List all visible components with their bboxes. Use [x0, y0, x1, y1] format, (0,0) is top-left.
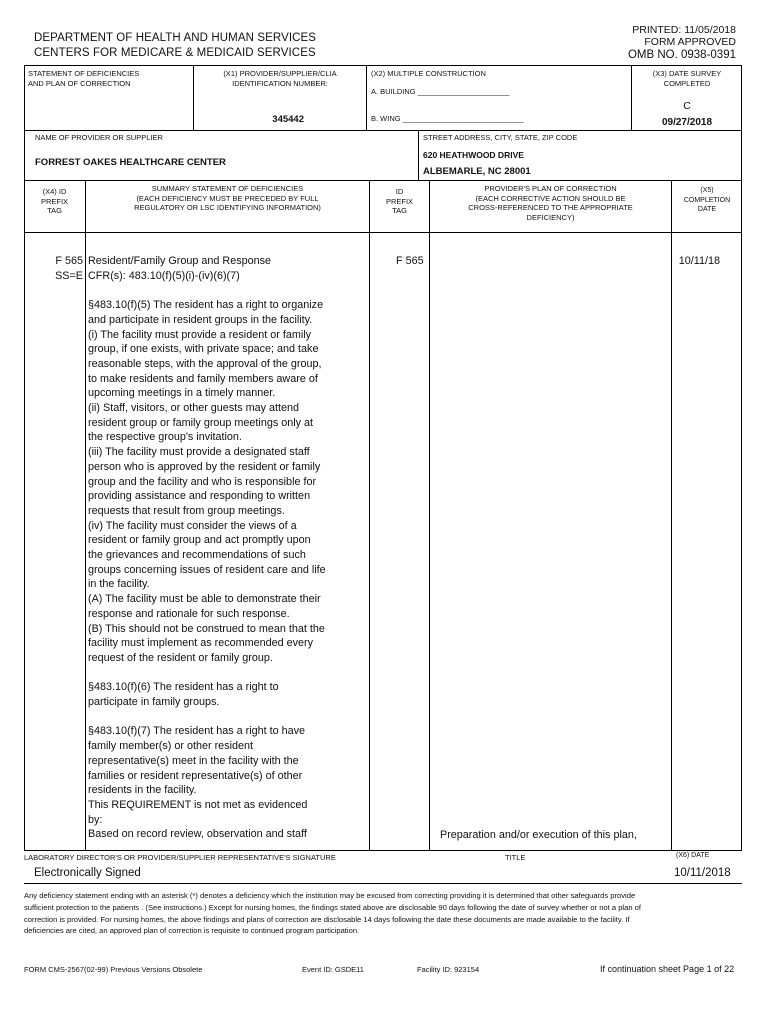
divider: [429, 180, 430, 850]
provider-id-number: 345442: [272, 114, 304, 125]
event-id: Event ID: GSDE11: [302, 965, 364, 974]
survey-date: 09/27/2018: [661, 117, 713, 128]
plan-header: PROVIDER'S PLAN OF CORRECTION (EACH CORRECTIVE ACTION SHOULD BE CROSS-REFERENCED TO THE APPROPRIATE DEFICIENCY): [468, 184, 633, 222]
dept-line-1: DEPARTMENT OF HEALTH AND HUMAN SERVICES: [34, 32, 317, 44]
plan-tag: F 565: [396, 255, 424, 267]
divider: [24, 180, 742, 181]
x3-label: (X3) DATE SURVEY COMPLETED: [652, 69, 722, 88]
address-label: STREET ADDRESS, CITY, STATE, ZIP CODE: [423, 133, 578, 142]
divider: [24, 883, 742, 884]
completion-date: 10/11/18: [678, 255, 720, 267]
agency-header: [34, 31, 316, 61]
provider-name: FORREST OAKES HEALTHCARE CENTER: [35, 157, 226, 168]
regulation-paragraph: §483.10(f)(7) The resident has a right to have family member(s) or other resident representative(s) meet in the facility with the families or resident representative(s) of other residents in the facility. This REQUIREMENT is not met as evidenced by: Based on record review, observation and staff: [88, 725, 308, 841]
x2-label: (X2) MULTIPLE CONSTRUCTION: [371, 69, 486, 78]
form-approved: FORM APPROVED: [644, 36, 736, 48]
divider: [366, 65, 367, 130]
signature-label: LABORATORY DIRECTOR'S OR PROVIDER/SUPPLIER REPRESENTATIVE'S SIGNATURE: [24, 853, 336, 862]
divider: [85, 180, 86, 850]
requirement-title: Resident/Family Group and Response: [88, 255, 272, 267]
wing-field: B. WING _____________________________: [371, 114, 524, 123]
provider-label: NAME OF PROVIDER OR SUPPLIER: [35, 133, 163, 142]
page-indicator: If continuation sheet Page 1 of 22: [600, 964, 735, 974]
omb-number: OMB NO. 0938-0391: [627, 49, 736, 61]
summary-statement: [88, 254, 368, 857]
x5-header: (X5) COMPLETION DATE: [683, 187, 731, 213]
divider: [418, 130, 419, 180]
divider: [671, 180, 672, 850]
regulation-paragraph: §483.10(f)(6) The resident has a right to participate in family groups.: [88, 681, 279, 709]
printed-date: PRINTED: 11/05/2018: [632, 24, 736, 36]
statement-label: STATEMENT OF DEFICIENCIES AND PLAN OF CORRECTION: [28, 69, 140, 88]
divider: [193, 65, 194, 130]
address-line-2: ALBEMARLE, NC 28001: [423, 166, 531, 177]
divider: [24, 130, 742, 131]
plan-of-correction-text: Preparation and/or execution of this plan,: [440, 829, 637, 841]
address-line-1: 620 HEATHWOOD DRIVE: [423, 150, 524, 160]
deficiency-tag: [28, 254, 83, 283]
cfr-reference: CFR(s): 483.10(f)(5)(i)-(iv)(6)(7): [88, 269, 240, 282]
survey-letter: C: [683, 100, 691, 112]
date-label: (X6) DATE: [676, 852, 710, 859]
summary-header: SUMMARY STATEMENT OF DEFICIENCIES (EACH DEFICIENCY MUST BE PRECEDED BY FULL REGULATORY OR LSC IDENTIFYING INFORMATION): [134, 184, 321, 212]
x1-label: (X1) PROVIDER/SUPPLIER/CLIA IDENTIFICATION NUMBER:: [223, 69, 337, 88]
x4-header: (X4) ID PREFIX TAG: [40, 187, 69, 215]
building-field: A. BUILDING ______________________: [371, 87, 510, 96]
divider: [631, 65, 632, 130]
facility-id: Facility ID: 923154: [417, 965, 480, 974]
divider: [24, 232, 742, 233]
signature-value: Electronically Signed: [34, 867, 141, 879]
form-approval-block: [628, 24, 736, 62]
title-label: TITLE: [505, 853, 526, 862]
disclosure-note: Any deficiency statement ending with an asterisk (*) denotes a deficiency which the institution may be excused from correcting providing it is determined that other safeguards provide sufficient protection to the patients . (See instructions.) Except for nursing homes, the findings stated above are disclosable 90 days following the date of survey whether or not a plan of correction is provided. For nursing homes, the above findings and plans of correction are disclosable 14 days following the date these documents are made available to the facility. If deficiencies are cited, an approved plan of correction is requisite to continued program participation.: [24, 891, 641, 936]
tag-value: F 565: [55, 255, 83, 267]
signature-date: 10/11/2018: [674, 867, 731, 879]
form-number: FORM CMS-2567(02-99) Previous Versions Obsolete: [24, 965, 203, 974]
scope-severity: SS=E: [55, 269, 83, 282]
regulation-paragraph: §483.10(f)(5) The resident has a right to organize and participate in resident groups in the facility. (i) The facility must provide a resident or family group, if one exists, with private space; and take reasonable steps, with the approval of the group, to make residents and family members aware of upcoming meetings in a timely manner. (ii) Staff, visitors, or other guests may attend resident group or family group meetings only at the respective group's invitation. (iii) The facility must provide a designated staff person who is approved by the resident or family group and the facility and who is responsible for providing assistance and responding to written requests that result from group meetings. (iv) The facility must consider the views of a resident or family group and act promptly upon the grievances and recommendations of such groups concerning issues of resident care and life in the facility. (A) The facility must be able to demonstrate their response and rationale for such response. (B) This should not be construed to mean that the facility must implement as recommended every request of the resident or family group.: [88, 299, 326, 664]
divider: [369, 180, 370, 850]
dept-line-2: CENTERS FOR MEDICARE & MEDICAID SERVICES: [34, 47, 316, 59]
id-prefix-header: ID PREFIX TAG: [385, 187, 414, 215]
